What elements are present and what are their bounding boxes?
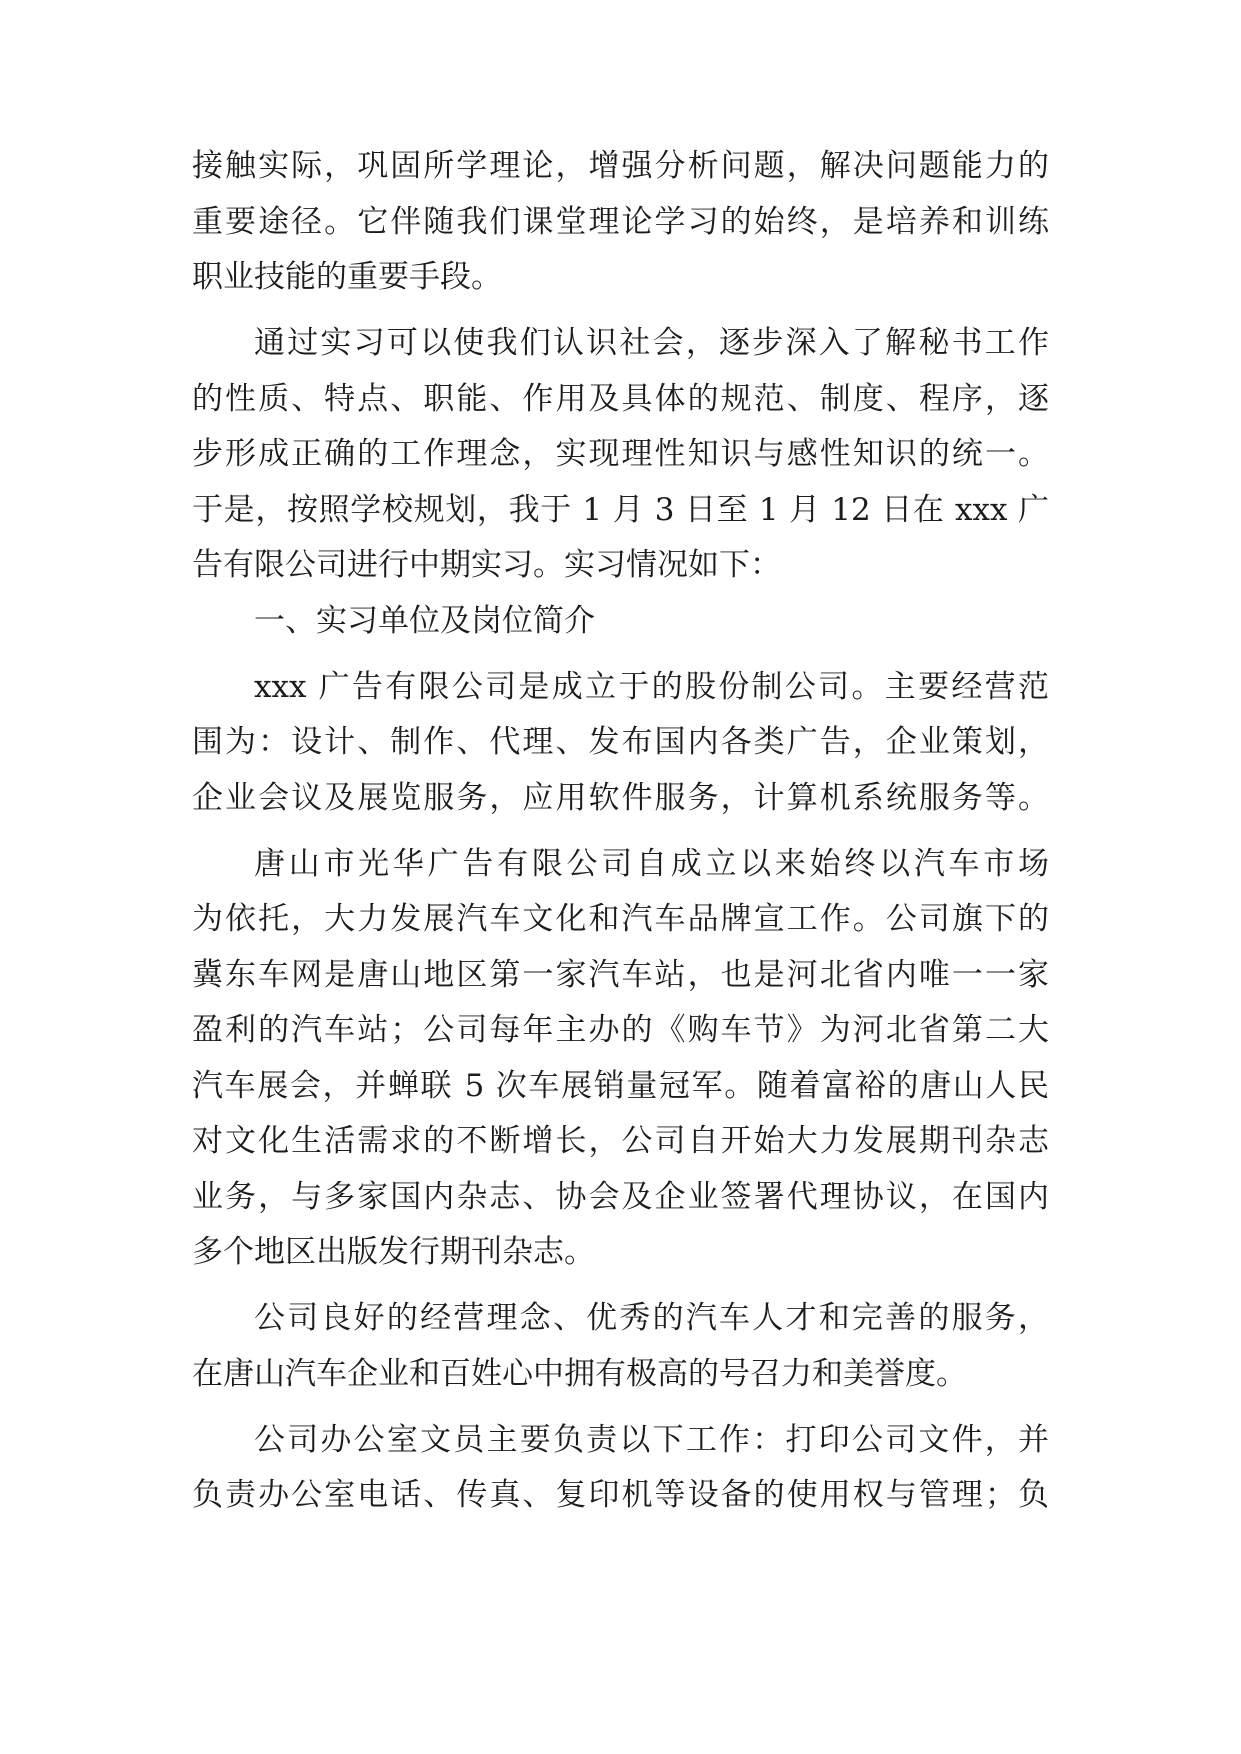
text-line	[0, 480, 1241, 540]
line-text: 多个地区出版发行期刊杂志。	[192, 1234, 595, 1270]
line-text: 汽车展会，并蝉联 5 次车展销量冠军。随着富裕的唐山人民	[192, 1068, 1049, 1104]
heading-text: 一、实习单位及岗位简介	[254, 603, 595, 639]
line-text: 职业技能的重要手段。	[192, 259, 502, 295]
line-text: 盈利的汽车站；公司每年主办的《购车节》为河北省第二大	[192, 1012, 1049, 1048]
text-line	[0, 1000, 1241, 1060]
text-line	[0, 1056, 1241, 1116]
line-text: 于是，按照学校规划，我于 1 月 3 日至 1 月 12 日在 xxx 广	[192, 492, 1049, 528]
text-line	[0, 535, 1241, 595]
line-text: 为依托，大力发展汽车文化和汽车品牌宣工作。公司旗下的	[192, 901, 1049, 937]
line-text: 业务，与多家国内杂志、协会及企业签署代理协议，在国内	[192, 1179, 1049, 1215]
line-text: 唐山市光华广告有限公司自成立以来始终以汽车市场	[254, 846, 1049, 882]
text-line	[0, 136, 1241, 196]
text-line	[0, 1465, 1241, 1525]
text-line	[0, 657, 1241, 717]
section-heading	[0, 591, 1241, 651]
line-text: 公司办公室文员主要负责以下工作：打印公司文件，并	[254, 1422, 1049, 1458]
line-text: 企业会议及展览服务，应用软件服务，计算机系统服务等。	[192, 780, 1049, 816]
text-line	[0, 192, 1241, 252]
line-text: 公司良好的经营理念、优秀的汽车人才和完善的服务，	[254, 1300, 1049, 1336]
text-line	[0, 945, 1241, 1005]
text-line	[0, 889, 1241, 949]
text-line	[0, 424, 1241, 484]
text-line	[0, 247, 1241, 307]
line-text: 负责办公室电话、传真、复印机等设备的使用权与管理；负	[192, 1477, 1049, 1513]
line-text: 冀东车网是唐山地区第一家汽车站，也是河北省内唯一一家	[192, 957, 1049, 993]
line-text: xxx 广告有限公司是成立于的股份制公司。主要经营范	[254, 669, 1049, 705]
line-text: 告有限公司进行中期实习。实习情况如下：	[192, 547, 781, 583]
text-line	[0, 834, 1241, 894]
text-line	[0, 369, 1241, 429]
line-text: 接触实际，巩固所学理论，增强分析问题，解决问题能力的	[192, 148, 1049, 184]
text-line	[0, 1288, 1241, 1348]
line-text: 重要途径。它伴随我们课堂理论学习的始终，是培养和训练	[192, 204, 1049, 240]
text-line	[0, 1410, 1241, 1470]
line-text: 对文化生活需求的不断增长，公司自开始大力发展期刊杂志	[192, 1123, 1049, 1159]
text-line	[0, 1167, 1241, 1227]
line-text: 围为：设计、制作、代理、发布国内各类广告，企业策划，	[192, 724, 1049, 760]
line-text: 的性质、特点、职能、作用及具体的规范、制度、程序，逐	[192, 381, 1049, 417]
line-text: 通过实习可以使我们认识社会，逐步深入了解秘书工作	[254, 325, 1049, 361]
line-text: 在唐山汽车企业和百姓心中拥有极高的号召力和美誉度。	[192, 1356, 967, 1392]
text-line	[0, 768, 1241, 828]
text-line	[0, 1344, 1241, 1404]
text-line	[0, 712, 1241, 772]
text-line	[0, 1222, 1241, 1282]
text-line	[0, 313, 1241, 373]
line-text: 步形成正确的工作理念，实现理性知识与感性知识的统一。	[192, 436, 1049, 472]
text-line	[0, 1111, 1241, 1171]
